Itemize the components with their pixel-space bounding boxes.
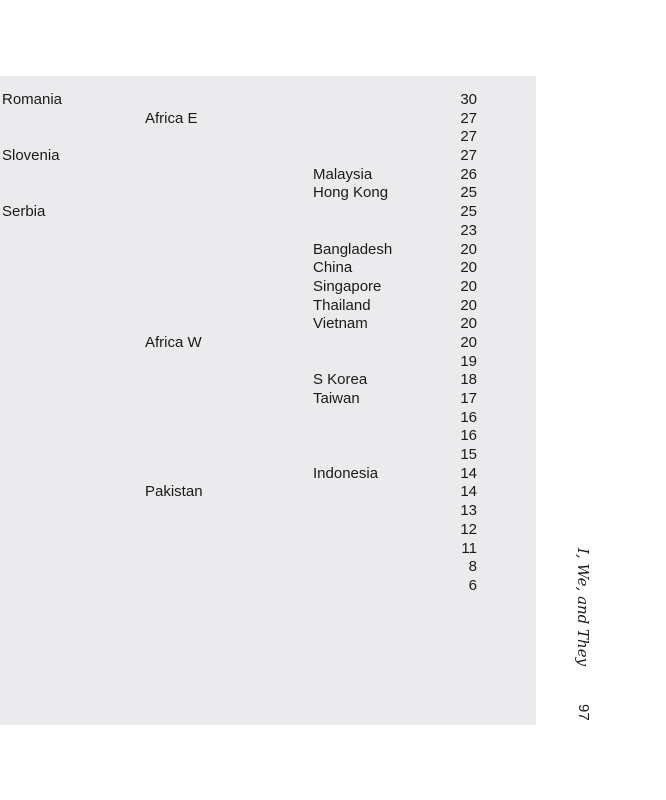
col2-label: Africa E <box>145 109 198 127</box>
col1-label: Serbia <box>2 203 46 221</box>
col3-label: China <box>313 259 353 277</box>
table-row <box>0 241 536 260</box>
col3-label: Thailand <box>313 296 371 314</box>
table-row <box>0 390 536 409</box>
col2-label: Africa W <box>145 333 202 351</box>
table-row <box>0 521 536 540</box>
value-cell: 13 <box>460 502 477 520</box>
table-row <box>0 128 536 147</box>
col3-label: Malaysia <box>313 165 373 183</box>
value-cell: 23 <box>460 221 477 239</box>
table-row <box>0 147 536 166</box>
value-cell: 20 <box>460 277 477 295</box>
table-row <box>0 371 536 390</box>
table-row <box>0 278 536 297</box>
value-cell: 19 <box>460 352 477 370</box>
value-cell: 14 <box>460 464 477 482</box>
col2-label: Pakistan <box>145 483 203 501</box>
value-cell: 20 <box>460 315 477 333</box>
value-cell: 25 <box>460 184 477 202</box>
table-row <box>0 110 536 129</box>
col3-label: Bangladesh <box>313 240 393 258</box>
table-row <box>0 409 536 428</box>
value-cell: 14 <box>460 483 477 501</box>
table-row <box>0 502 536 521</box>
value-cell: 27 <box>460 147 477 165</box>
value-cell: 12 <box>460 520 477 538</box>
value-cell: 27 <box>460 128 477 146</box>
col3-label: Vietnam <box>313 315 368 333</box>
value-cell: 16 <box>460 427 477 445</box>
table-row <box>0 184 536 203</box>
table-row <box>0 577 536 596</box>
table-row <box>0 166 536 185</box>
value-cell: 8 <box>468 558 477 576</box>
value-cell: 20 <box>460 296 477 314</box>
table-row <box>0 315 536 334</box>
table-row <box>0 353 536 372</box>
value-cell: 26 <box>460 165 477 183</box>
value-cell: 16 <box>460 408 477 426</box>
value-cell: 18 <box>460 371 477 389</box>
col3-label: S Korea <box>313 371 368 389</box>
running-title: I, We, and They <box>574 548 592 667</box>
table-row <box>0 297 536 316</box>
value-cell: 30 <box>460 91 477 108</box>
table-row <box>0 203 536 222</box>
table-row <box>0 540 536 559</box>
table-row <box>0 483 536 502</box>
col3-label: Taiwan <box>313 390 360 407</box>
table-row <box>0 427 536 446</box>
col1-label: Romania <box>2 91 63 108</box>
table-row <box>0 222 536 241</box>
table-row <box>0 91 536 110</box>
value-cell: 6 <box>468 576 477 594</box>
value-cell: 11 <box>461 539 477 557</box>
table-row <box>0 465 536 484</box>
value-cell: 27 <box>460 109 477 127</box>
table-row <box>0 446 536 465</box>
page-number: 97 <box>575 704 592 721</box>
score-table <box>0 91 536 596</box>
col3-label: Indonesia <box>313 464 379 482</box>
value-cell: 20 <box>460 333 477 351</box>
value-cell: 20 <box>460 240 477 258</box>
col1-label: Slovenia <box>2 147 60 165</box>
value-cell: 25 <box>460 203 477 221</box>
table-row <box>0 558 536 577</box>
value-cell: 20 <box>460 259 477 277</box>
value-cell: 15 <box>460 446 477 464</box>
value-cell: 17 <box>460 390 477 407</box>
col3-label: Hong Kong <box>313 184 389 202</box>
table-row <box>0 334 536 353</box>
table-row <box>0 259 536 278</box>
col3-label: Singapore <box>313 277 382 295</box>
